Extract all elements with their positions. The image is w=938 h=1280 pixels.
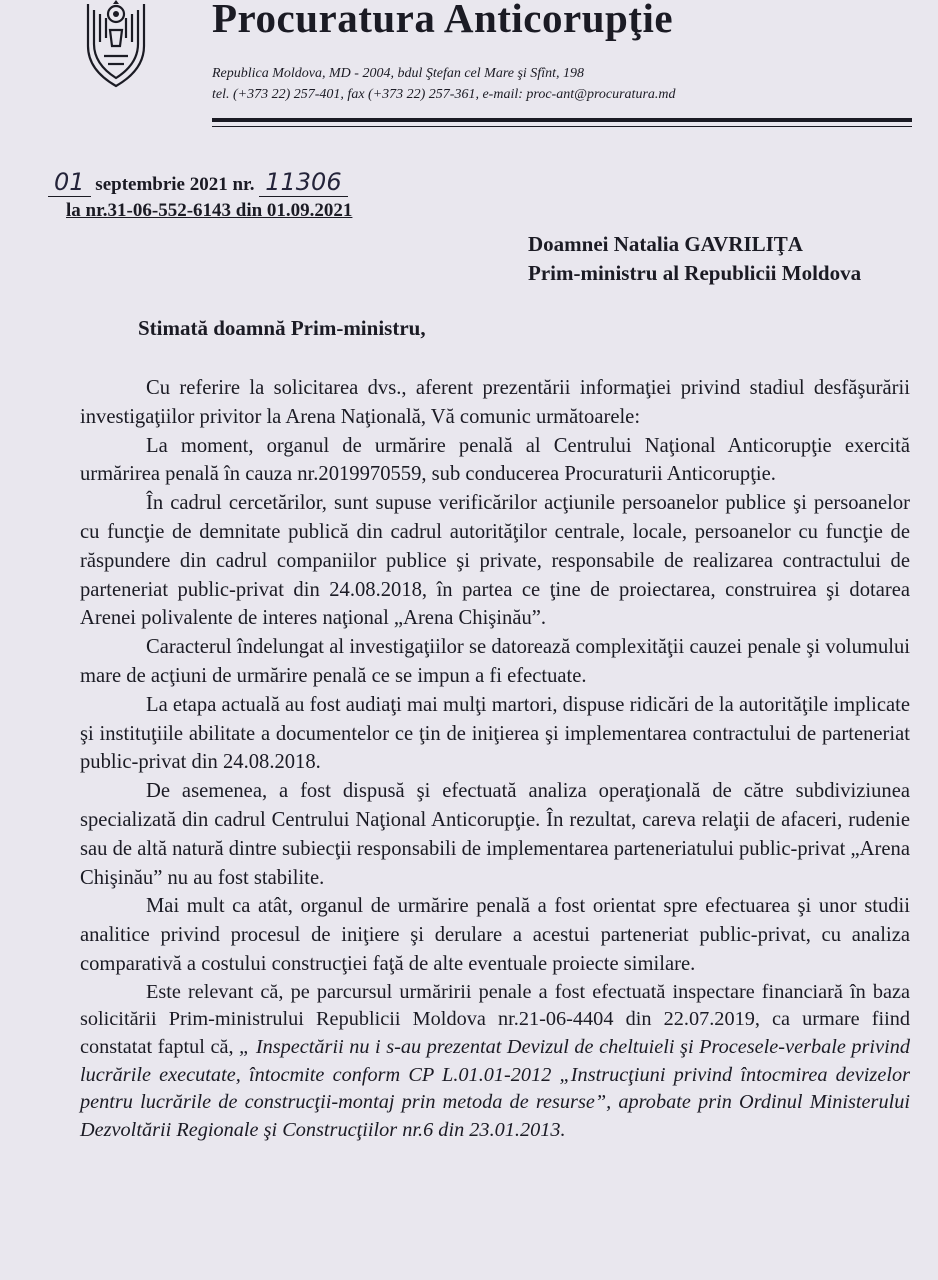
header-rule-thin <box>212 126 912 127</box>
body-paragraph-final <box>80 979 910 1145</box>
salutation: Stimată doamnă Prim-ministru, <box>138 316 426 340</box>
body-paragraph: Caracterul îndelungat al investigaţiilor se datorează complexităţii cauzei penale şi volumului mare de acţiuni de urmărire penală ce se impun a fi efectuate. <box>80 636 910 687</box>
body-paragraph: Mai mult ca atât, organul de urmărire penală a fost orientat spre efectuarea şi unor studii analitice privind procesul de iniţiere şi derulare a acestui parteneriat public-privat, cu analiza comparativă a costului construcţiei faţă de alte eventuale proiecte similare. <box>80 895 910 975</box>
inspection-quote: „ Inspectării nu i s-au prezentat Devizul de cheltuieli şi Procesele-verbale privind lucrările executate, întocmite conform CP L.01.01-2012 „Instrucţiuni privind întocmirea devizelor pentru lucrările de construcţii-montaj prin metoda de resurse”, aprobate prin Ordinul Ministerului Dezvoltării Regionale şi Construcţiilor nr.6 din 23.01.2013. <box>80 1035 910 1141</box>
addressee-title: Prim-ministru al Republicii Moldova <box>528 261 862 285</box>
final-paragraph-lead: Este relevant că, pe parcursul urmăririi penale a fost efectuată inspectare financiară în baza solicitării Prim-ministrului Republicii Moldova nr.21-06-4404 din 22.07.2019, ca urmare fiind constatat faptul că, <box>80 980 910 1058</box>
body-paragraph: La moment, organul de urmărire penală al Centrului Naţional Anticorupţie exercită urmărirea penală în cauza nr.2019970559, sub conducerea Procuraturii Anticorupţie. <box>80 434 910 486</box>
body-paragraph: La etapa actuală au fost audiaţi mai mulţi martori, dispuse ridicări de la autorităţile implicate şi instituţiile abilitate a documentelor ce ţin de iniţierea şi implementarea contractului de parteneriat public-privat din 24.08.2018. <box>80 693 910 774</box>
registration-month-year: septembrie 2021 nr. <box>95 174 255 195</box>
registration-line <box>48 168 348 197</box>
addressee-name: Doamnei Natalia GAVRILIŢA <box>528 232 803 256</box>
body-paragraph: În cadrul cercetărilor, sunt supuse verificărilor acţiunile persoanelor publice şi persoanelor cu funcţie de demnitate publică din cadrul autorităţilor centrale, locale, persoanelor cu funcţie de răspundere din cadrul companiilor publice şi private, responsabile de realizarea contractului de parteneriat public-privat din 24.08.2018, în partea ce ţine de proiectarea, construirea şi dotarea Arenei polivalente de interes naţional „Arena Chişinău”. <box>80 492 910 630</box>
coat-of-arms-icon <box>80 0 152 92</box>
header-rule-thick <box>212 118 912 122</box>
organization-address: Republica Moldova, MD - 2004, bdul Ştefan cel Mare şi Sfînt, 198 <box>212 66 584 81</box>
organization-contacts: tel. (+373 22) 257-401, fax (+373 22) 257-361, e-mail: proc-ant@procuratura.md <box>212 87 676 102</box>
body-paragraph: Cu referire la solicitarea dvs., aferent prezentării informaţiei privind stadiul desfăşurării investigaţiilor privitor la Arena Naţională, Vă comunic următoarele: <box>80 377 910 428</box>
registration-number: 11306 <box>259 168 347 197</box>
body-paragraph: De asemenea, a fost dispusă şi efectuată analiza operaţională de către subdiviziunea specializată din cadrul Centrului Naţional Anticorupţie. În rezultat, careva relaţii de afaceri, rudenie sau de altă natură dintre subiecţii responsabili de implementarea parteneriatului public-privat „Arena Chişinău” nu au fost stabilite. <box>80 780 910 889</box>
letter-body <box>80 374 910 1144</box>
registration-reference: la nr.31-06-552-6143 din 01.09.2021 <box>66 200 353 221</box>
registration-day: 01 <box>48 168 91 197</box>
organization-name: Procuratura Anticorupţie <box>212 0 674 41</box>
